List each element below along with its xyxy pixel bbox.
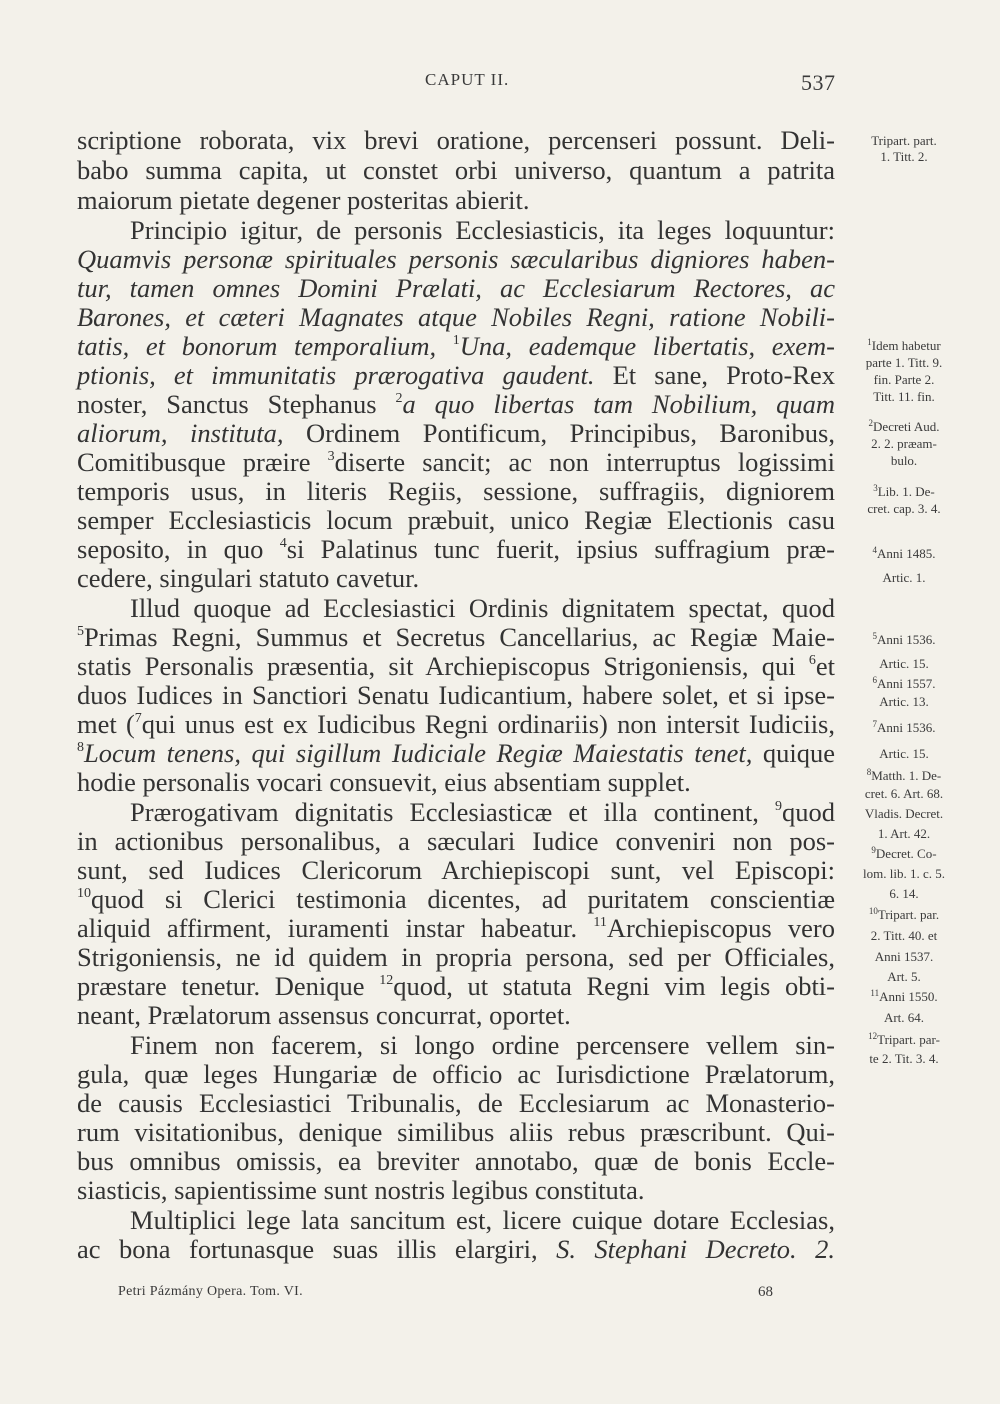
text-line: de causis Ecclesiastici Tribunalis, de Ecclesiarum ac Monasterio-: [77, 1088, 835, 1118]
margin-note: bulo.: [890, 453, 918, 468]
text-line: maiorum pietate degener posteritas abierit.: [77, 185, 530, 215]
text-line: Strigoniensis, ne id quidem in propria persona, sed per Officiales,: [77, 942, 835, 972]
margin-note: $^9$Decret. Co-: [871, 845, 937, 861]
margin-note: $^8$Matth. 1. De-: [866, 767, 942, 783]
margin-note: $^{10}$Tripart. par.: [868, 906, 940, 922]
margin-note: $^6$Anni 1557.: [872, 675, 936, 691]
text-line: hodie personalis vocari consuevit, eius absentiam supplet.: [77, 767, 691, 797]
text-line: met ($^7$qui unus est ex Iudicibus Regni ordinariis) non intersit Iudiciis,: [77, 709, 835, 739]
margin-note: $^1$Idem habetur: [867, 337, 941, 353]
margin-note: Titt. 11. fin.: [873, 389, 935, 404]
text-line: aliquid affirment, iuramenti instar habeatur. $^{11}$Archiepiscopus vero: [77, 913, 836, 943]
margin-note: Art. 5.: [887, 969, 921, 984]
text-line: duos Iudices in Sanctiori Senatu Iudicantium, habere solet, et si ipse-: [77, 680, 835, 710]
footer-title: Petri Pázmány Opera. Tom. VI.: [118, 1284, 303, 1299]
margin-note: te 2. Tit. 3. 4.: [869, 1051, 939, 1066]
text-line: ac bona fortunasque suas illis elargiri, S. Stephani Decreto. 2.: [77, 1234, 835, 1264]
text-line: siasticis, sapientissime sunt nostris legibus constituta.: [77, 1175, 645, 1205]
margin-note: 6. 14.: [889, 886, 919, 901]
text-line: bus omnibus omissis, ea breviter annotabo, quæ de bonis Eccle-: [77, 1146, 835, 1176]
text-line: rum visitationibus, denique similibus aliis rebus præscribunt. Qui-: [77, 1117, 835, 1147]
margin-note: 2. 2. præam-: [871, 436, 937, 451]
margin-note: parte 1. Titt. 9.: [865, 355, 943, 370]
paragraph-line: Multiplici lege lata sancitum est, licere cuique dotare Ecclesias,: [130, 1205, 835, 1235]
signature-mark: 68: [758, 1284, 773, 1300]
text-line: noster, Sanctus Stephanus $^2$a quo libertas tam Nobilium, quam: [77, 389, 836, 419]
text-line: tatis, et bonorum temporalium, $^1$Una, eademque libertatis, exem-: [77, 331, 835, 361]
text-line: $^5$Primas Regni, Summus et Secretus Cancellarius, ac Regiæ Maie-: [77, 622, 835, 652]
margin-note: $^{11}$Anni 1550.: [870, 988, 938, 1004]
margin-note: $^3$Lib. 1. De-: [873, 483, 935, 499]
text-line: scriptione roborata, vix brevi oratione, percenseri possunt. Deli-: [77, 125, 835, 155]
running-head: CAPUT II.: [425, 70, 510, 89]
text-line: tur, tamen omnes Domini Prælati, ac Ecclesiarum Rectores, ac: [77, 273, 835, 303]
text-line: semper Ecclesiasticis locum præbuit, unico Regiæ Electionis casu: [77, 505, 835, 535]
margin-note: 2. Titt. 40. et: [870, 928, 938, 943]
margin-note: Artic. 13.: [879, 694, 929, 709]
margin-note: $^4$Anni 1485.: [872, 545, 936, 561]
margin-note: Anni 1537.: [874, 949, 934, 964]
text-line: Barones, et cæteri Magnates atque Nobiles Regni, ratione Nobili-: [77, 302, 835, 332]
margin-note: $^7$Anni 1536.: [872, 719, 936, 735]
text-line: aliorum, instituta, Ordinem Pontificum, Principibus, Baronibus,: [77, 418, 835, 448]
paragraph-line: Prærogativam dignitatis Ecclesiasticæ et illa continent, $^9$quod: [130, 797, 835, 827]
margin-note: Artic. 1.: [882, 570, 926, 585]
margin-note: 1. Art. 42.: [877, 826, 931, 841]
margin-note: fin. Parte 2.: [873, 372, 935, 387]
paragraph-line: Principio igitur, de personis Ecclesiasticis, ita leges loquuntur:: [130, 215, 835, 245]
text-line: Comitibusque præire $^3$diserte sancit; ac non interruptus logissimi: [77, 447, 836, 477]
text-line: gula, quæ leges Hungariæ de officio ac Iurisdictione Prælatorum,: [77, 1059, 835, 1089]
text-line: $^{10}$quod si Clerici testimonia dicentes, ad puritatem conscientiæ: [77, 884, 835, 914]
text-line: $^8$Locum tenens, qui sigillum Iudiciale Regiæ Maiestatis tenet, quique: [77, 738, 836, 768]
margin-note: cret. 6. Art. 68.: [864, 786, 944, 801]
margin-note: Tripart. part.: [871, 133, 937, 148]
margin-note: $^2$Decreti Aud.: [868, 418, 940, 434]
text-line: sunt, sed Iudices Clericorum Archiepiscopi sunt, vel Episcopi:: [77, 855, 835, 885]
text-line: Quamvis personæ spirituales personis sæcularibus digniores haben-: [77, 244, 835, 274]
text-line: seposito, in quo $^4$si Palatinus tunc fuerit, ipsius suffragium præ-: [77, 534, 836, 564]
margin-note: $^5$Anni 1536.: [872, 631, 936, 647]
text-line: cedere, singulari statuto cavetur.: [77, 563, 420, 593]
text-line: temporis usus, in literis Regiis, sessione, suffragiis, digniorem: [77, 476, 835, 506]
paragraph-line: Finem non facerem, si longo ordine percensere vellem sin-: [130, 1030, 835, 1060]
margin-note: Vladis. Decret.: [864, 806, 944, 821]
margin-note: Artic. 15.: [879, 656, 929, 671]
text-line: neant, Prælatorum assensus concurrat, oportet.: [77, 1000, 571, 1030]
paragraph-line: Illud quoque ad Ecclesiastici Ordinis dignitatem spectat, quod: [130, 593, 835, 623]
page-number: 537: [801, 70, 836, 95]
margin-note: Artic. 15.: [879, 746, 929, 761]
text-line: babo summa capita, ut constet orbi universo, quantum a patrita: [77, 155, 835, 185]
text-line: in actionibus personalibus, a sæculari Iudice conveniri non pos-: [77, 826, 835, 856]
margin-note: 1. Titt. 2.: [880, 149, 928, 164]
text-line: statis Personalis præsentia, sit Archiepiscopus Strigoniensis, qui $^6$et: [77, 651, 835, 681]
margin-note: cret. cap. 3. 4.: [867, 501, 941, 516]
text-line: præstare tenetur. Denique $^{12}$quod, ut statuta Regni vim legis obti-: [77, 971, 835, 1001]
margin-note: lom. lib. 1. c. 5.: [863, 866, 945, 881]
margin-note: $^{12}$Tripart. par-: [868, 1031, 940, 1047]
margin-note: Art. 64.: [883, 1010, 925, 1025]
text-line: ptionis, et immunitatis prærogativa gaudent. Et sane, Proto-Rex: [77, 360, 836, 390]
